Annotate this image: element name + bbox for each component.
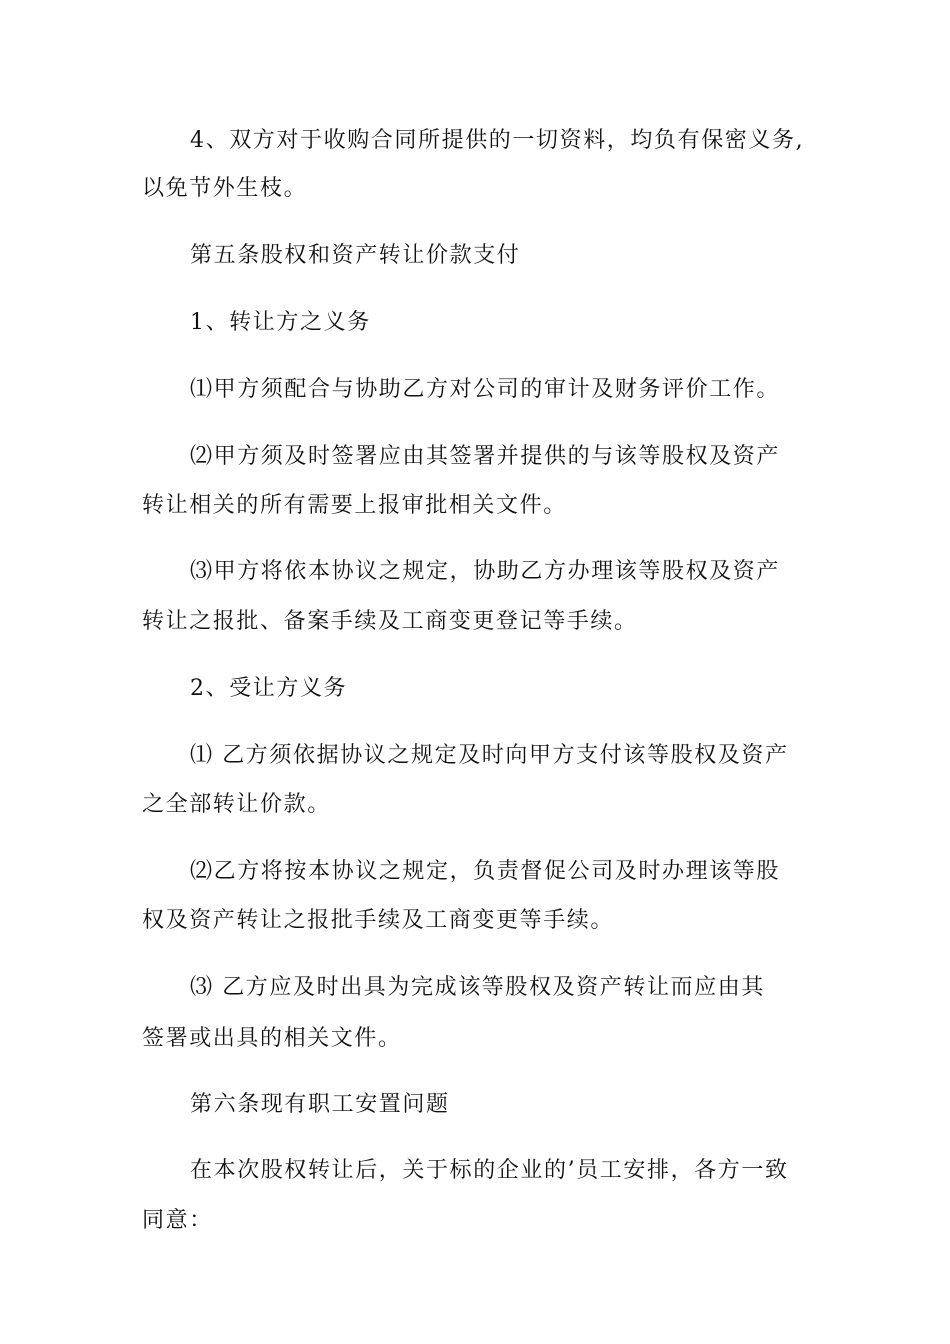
paragraph-line: 签署或出具的相关文件。 [142,1026,402,1051]
paragraph-line: ⑵乙方将按本协议之规定，负责督促公司及时办理该等股 [190,859,781,884]
subsection-heading: 2、受让方义务 [190,676,348,701]
paragraph-line: ⑶ 乙方应及时出具为完成该等股权及资产转让而应由其 [190,975,765,1000]
paragraph-line: 之全部转让价款。 [142,792,331,817]
section-heading: 第五条股权和资产转让价款支付 [190,243,521,268]
paragraph-line: ⑴ 乙方须依据协议之规定及时向甲方支付该等股权及资产 [190,743,789,768]
paragraph-line: 4、双方对于收购合同所提供的一切资料，均负有保密义务, [190,128,805,153]
subsection-heading: 1、转让方之义务 [190,310,371,335]
paragraph-line: 在本次股权转让后，关于标的企业的’员工安排，各方一致 [190,1158,789,1183]
section-heading: 第六条现有职工安置问题 [190,1092,450,1117]
paragraph-line: 权及资产转让之报批手续及工商变更等手续。 [142,908,615,933]
paragraph-line: ⑵甲方须及时签署应由其签署并提供的与该等股权及资产 [190,444,781,469]
paragraph-line: ⑶甲方将依本协议之规定，协助乙方办理该等股权及资产 [190,559,781,584]
paragraph-line: 转让之报批、备案手续及工商变更登记等手续。 [142,609,638,634]
paragraph-line: 以免节外生枝。 [142,176,308,201]
paragraph-line: 同意： [142,1208,213,1233]
paragraph-line: ⑴甲方须配合与协助乙方对公司的审计及财务评价工作。 [190,377,781,402]
paragraph-line: 转让相关的所有需要上报审批相关文件。 [142,493,567,518]
